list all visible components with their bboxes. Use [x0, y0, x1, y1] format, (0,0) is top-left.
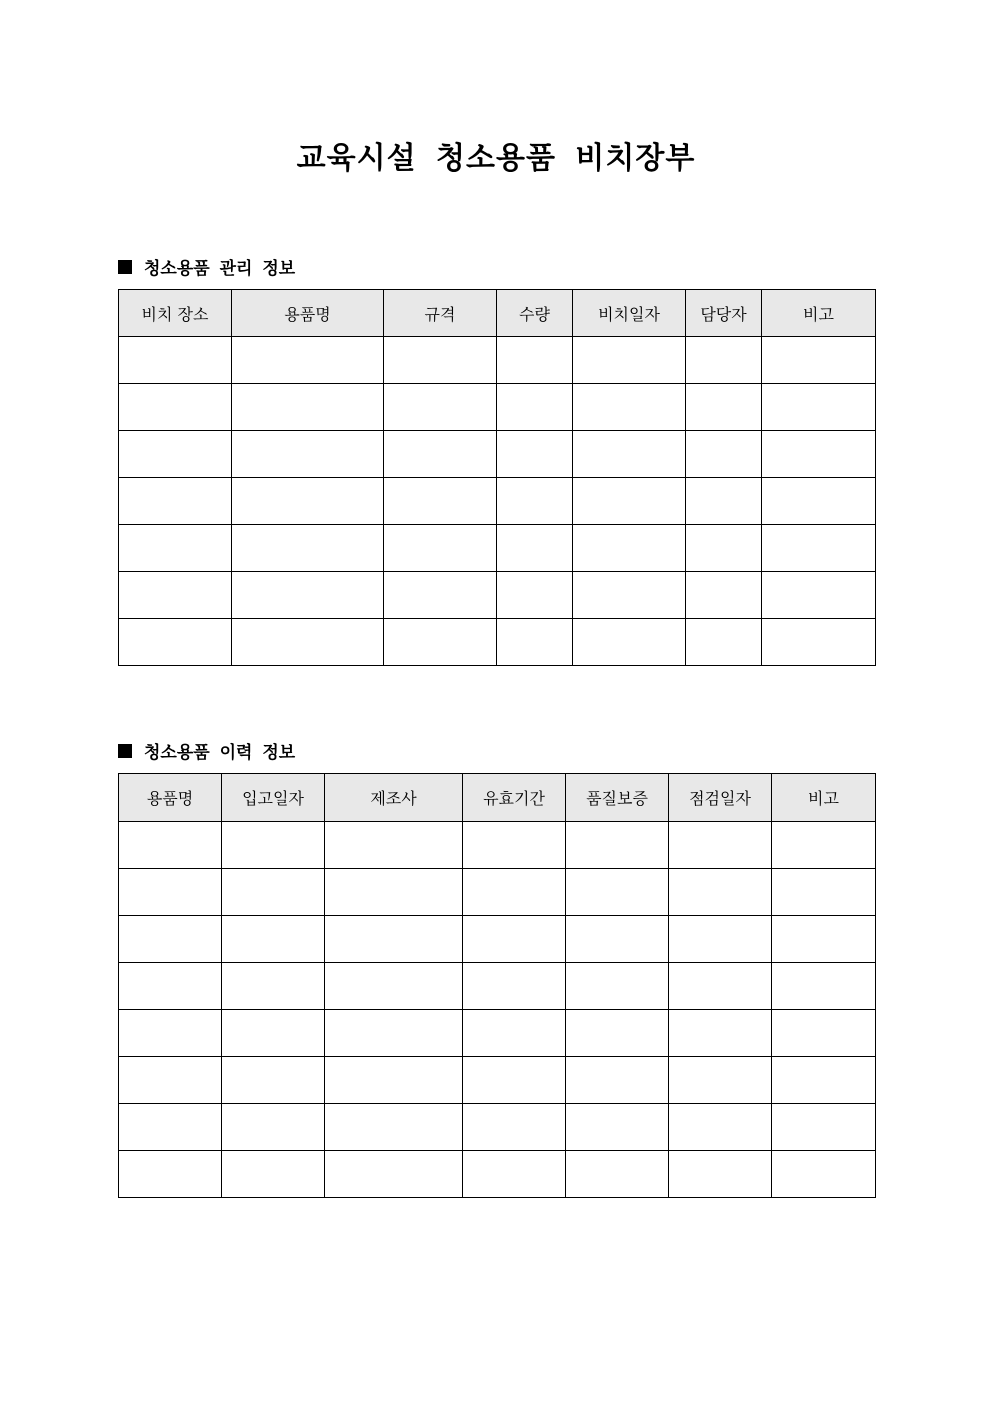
header-row [119, 290, 876, 337]
table-cell[interactable] [119, 1151, 222, 1198]
header-cell: 수량 [497, 290, 573, 337]
table-cell[interactable] [222, 963, 325, 1010]
table-cell[interactable] [686, 619, 762, 666]
table-cell[interactable] [762, 384, 876, 431]
table-row [119, 1151, 876, 1198]
table-row [119, 478, 876, 525]
table-cell[interactable] [119, 478, 232, 525]
table-cell[interactable] [222, 1151, 325, 1198]
table-cell[interactable] [463, 1057, 566, 1104]
table-cell[interactable] [325, 1057, 463, 1104]
table-cell[interactable] [573, 478, 686, 525]
table-cell[interactable] [325, 869, 463, 916]
table-row [119, 619, 876, 666]
table-cell[interactable] [686, 337, 762, 384]
page-title: 교육시설 청소용품 비치장부 [296, 141, 696, 176]
table-cell[interactable] [497, 478, 573, 525]
table-cell[interactable] [573, 431, 686, 478]
header-cell: 제조사 [325, 774, 463, 822]
table-cell[interactable] [119, 963, 222, 1010]
section-heading-text: 청소용품 이력 정보 [144, 743, 296, 763]
table-cell[interactable] [384, 619, 497, 666]
table-cell[interactable] [772, 1151, 876, 1198]
table-row [119, 525, 876, 572]
table-cell[interactable] [222, 1057, 325, 1104]
table-cell[interactable] [384, 384, 497, 431]
table-row [119, 869, 876, 916]
header-cell: 입고일자 [222, 774, 325, 822]
table-cell[interactable] [232, 431, 384, 478]
header-cell: 비고 [772, 774, 876, 822]
table-cell[interactable] [686, 525, 762, 572]
table-cell[interactable] [325, 1151, 463, 1198]
table-cell[interactable] [772, 963, 876, 1010]
table-cell[interactable] [573, 384, 686, 431]
table-cell[interactable] [762, 619, 876, 666]
table-row [119, 1104, 876, 1151]
table-cell[interactable] [772, 869, 876, 916]
header-cell: 품질보증 [566, 774, 669, 822]
table-cell[interactable] [463, 1151, 566, 1198]
table-row [119, 431, 876, 478]
table-cell[interactable] [497, 431, 573, 478]
table-cell[interactable] [497, 525, 573, 572]
table-cell[interactable] [573, 572, 686, 619]
table-cell[interactable] [384, 431, 497, 478]
table-cell[interactable] [762, 431, 876, 478]
header-cell: 담당자 [686, 290, 762, 337]
table-cell[interactable] [232, 619, 384, 666]
table-cell[interactable] [669, 822, 772, 869]
table-cell[interactable] [119, 916, 222, 963]
management-table [118, 289, 876, 666]
table-row [119, 963, 876, 1010]
table-cell[interactable] [573, 337, 686, 384]
table-cell[interactable] [119, 525, 232, 572]
table-cell[interactable] [566, 822, 669, 869]
section-heading-text: 청소용품 관리 정보 [144, 259, 296, 279]
header-cell: 규격 [384, 290, 497, 337]
table-cell[interactable] [772, 822, 876, 869]
table-cell[interactable] [119, 619, 232, 666]
table-cell[interactable] [222, 1104, 325, 1151]
table-cell[interactable] [325, 1010, 463, 1057]
header-cell: 용품명 [232, 290, 384, 337]
square-bullet-icon [118, 744, 132, 758]
table-cell[interactable] [497, 619, 573, 666]
section-heading-history [118, 738, 295, 763]
table-cell[interactable] [669, 963, 772, 1010]
table-cell[interactable] [463, 869, 566, 916]
header-cell: 유효기간 [463, 774, 566, 822]
table-cell[interactable] [222, 1010, 325, 1057]
table-cell[interactable] [762, 478, 876, 525]
square-bullet-icon [118, 260, 132, 274]
table-cell[interactable] [566, 1057, 669, 1104]
table-cell[interactable] [686, 572, 762, 619]
table-cell[interactable] [573, 525, 686, 572]
header-row [119, 774, 876, 822]
table-cell[interactable] [669, 916, 772, 963]
table-cell[interactable] [325, 1104, 463, 1151]
table-cell[interactable] [669, 1057, 772, 1104]
table-cell[interactable] [119, 1057, 222, 1104]
table-cell[interactable] [762, 525, 876, 572]
header-cell: 용품명 [119, 774, 222, 822]
table-cell[interactable] [325, 822, 463, 869]
table-cell[interactable] [384, 572, 497, 619]
header-cell: 비치 장소 [119, 290, 232, 337]
table-cell[interactable] [566, 1010, 669, 1057]
table-row [119, 916, 876, 963]
table-cell[interactable] [669, 1151, 772, 1198]
table-cell[interactable] [232, 384, 384, 431]
table-cell[interactable] [119, 822, 222, 869]
table-cell[interactable] [762, 337, 876, 384]
table-cell[interactable] [222, 869, 325, 916]
table-row [119, 337, 876, 384]
header-cell: 비고 [762, 290, 876, 337]
table-cell[interactable] [119, 1104, 222, 1151]
table-cell[interactable] [119, 572, 232, 619]
table-cell[interactable] [566, 1104, 669, 1151]
table-cell[interactable] [686, 478, 762, 525]
table-cell[interactable] [325, 916, 463, 963]
table-cell[interactable] [119, 337, 232, 384]
table-cell[interactable] [566, 1151, 669, 1198]
table-cell[interactable] [497, 337, 573, 384]
history-table [118, 773, 876, 1198]
table-cell[interactable] [384, 525, 497, 572]
table-cell[interactable] [772, 1057, 876, 1104]
table-cell[interactable] [566, 963, 669, 1010]
table-cell[interactable] [384, 337, 497, 384]
table-cell[interactable] [222, 916, 325, 963]
table-row [119, 822, 876, 869]
table-cell[interactable] [119, 869, 222, 916]
table-cell[interactable] [686, 384, 762, 431]
table-cell[interactable] [762, 572, 876, 619]
table-row [119, 1010, 876, 1057]
table-cell[interactable] [232, 572, 384, 619]
table-cell[interactable] [325, 963, 463, 1010]
table-cell[interactable] [232, 478, 384, 525]
table-cell[interactable] [222, 822, 325, 869]
table-cell[interactable] [772, 916, 876, 963]
table-cell[interactable] [566, 916, 669, 963]
table-cell[interactable] [573, 619, 686, 666]
table-cell[interactable] [497, 384, 573, 431]
table-row [119, 572, 876, 619]
header-cell: 비치일자 [573, 290, 686, 337]
table-cell[interactable] [463, 1104, 566, 1151]
section-heading-management [118, 254, 295, 279]
table-cell[interactable] [669, 1104, 772, 1151]
table-cell[interactable] [232, 525, 384, 572]
table-row [119, 1057, 876, 1104]
table-cell[interactable] [566, 869, 669, 916]
table-cell[interactable] [497, 572, 573, 619]
header-cell: 점검일자 [669, 774, 772, 822]
table-cell[interactable] [463, 822, 566, 869]
table-cell[interactable] [669, 1010, 772, 1057]
table-cell[interactable] [669, 869, 772, 916]
table-cell[interactable] [119, 431, 232, 478]
table-cell[interactable] [463, 916, 566, 963]
table-cell[interactable] [384, 478, 497, 525]
table-cell[interactable] [232, 337, 384, 384]
table-cell[interactable] [686, 431, 762, 478]
table-cell[interactable] [119, 1010, 222, 1057]
table-cell[interactable] [772, 1010, 876, 1057]
table-cell[interactable] [463, 1010, 566, 1057]
table-cell[interactable] [463, 963, 566, 1010]
table-row [119, 384, 876, 431]
table-cell[interactable] [119, 384, 232, 431]
table-cell[interactable] [772, 1104, 876, 1151]
